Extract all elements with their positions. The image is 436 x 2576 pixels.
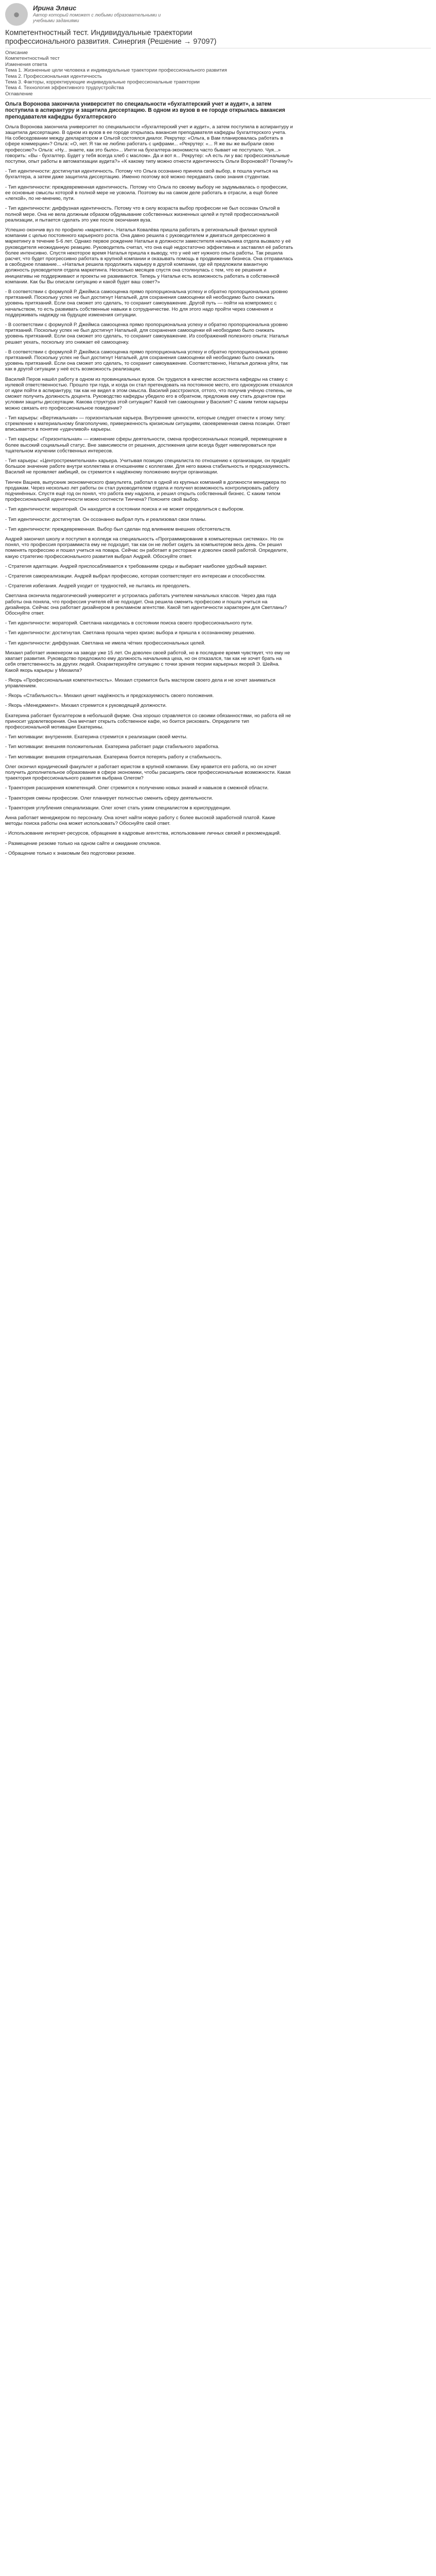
question-paragraph: Василий Перов нашёл работу в одном из провинциальных вузов. Он трудился в качестве ассистента кафедры на ставку с нулевой ответственностью. Прошло три года, и когда он стал претендовать на постоянное место, его однокурсник отказался от идеи пойти в аспирантуру, так как не видел в этом смысла. Василий расстроился, оттого, что получив учёную степень, не сможет получить должность доцента. Руководство кафедры убедило его в обратном, предложив ему стать доцентом при условии защиты диссертации. Какова структура этой ситуации? Какой тип самооценки у Василия? С каким типом карьеры можно связать его профессиональное поведение? (5, 376, 293, 411)
answer-option: - Тип идентичности: мораторий. Светлана находилась в состоянии поиска своего профессионального пути. (5, 620, 253, 626)
question-paragraph: Тинчен Вацнев, выпускник экономического факультета, работал в одной из крупных компаний в должности менеджера по продажам. Через несколько лет работы он стал руководителем отдела и получил возможность контролировать работу подчинённых. Спустя ещё год он понял, что работа ему надоела, и решил открыть собственный бизнес. С каким типом профессиональной идентичности можно соотнести Тинчена? Поясните свой выбор. (5, 479, 286, 503)
answer-option: - Размещение резюме только на одном сайте и ожидание откликов. (5, 840, 161, 846)
meta-line: Тема 4. Технология эффективного трудоустройства (5, 85, 124, 91)
document-body (5, 101, 431, 856)
answer-option: - Тип идентичности: преждевременная идентичность. Потому что Ольга по своему выбору не задумывалась о профессии, ее основные смыслы которой в полной мере не усвоила. Поэтому вы на самом деле работать в отрасли, а ещё более «легкой», по не-мнению, пути. (5, 184, 288, 202)
question-paragraph: Анна работает менеджером по персоналу. Она хочет найти новую работу с более высокой заработной платой. Какие методы поиска работы она может использовать? Обоснуйте свой ответ. (5, 815, 275, 827)
document-content (0, 29, 436, 866)
answer-option: - Стратегия самореализации. Андрей выбрал профессию, которая соответствует его интересам и способностям. (5, 573, 266, 580)
answer-option: - Использование интернет-ресурсов, обращение в кадровые агентства, использование личных связей и рекомендаций. (5, 831, 281, 837)
meta-line: Тема 1. Жизненные цели человека и индивидуальные траектории профессионального развития (5, 67, 227, 74)
answer-option: - Траектория расширения компетенций. Олег стремится к получению новых знаний и навыков в смежной области. (5, 785, 269, 791)
page (0, 0, 436, 866)
meta-line: Тема 3. Факторы, корректирующие индивидуальные профессиональные траектории (5, 79, 200, 86)
divider (5, 98, 431, 99)
answer-option: - Якорь «Стабильность». Михаил ценит надёжность и предсказуемость своего положения. (5, 693, 214, 699)
answer-option: - В соответствии с формулой Р. Джеймса самооценка прямо пропорциональна успеху и обратно пропорциональна уровню притязаний. Поскольку успех не был достигнут Натальей, для сохранения самооценки ей необходимо было снижать уровень притязаний. Если она сможет это сделать, то сохранит самоуважение. Соответственно, Наталья должна уйти, так как в другой ситуации у неё есть возможность реализации. (5, 349, 288, 372)
answer-option: - Обращение только к знакомым без подготовки резюме. (5, 850, 136, 856)
meta-line: Описание (5, 50, 28, 56)
answer-option: - Тип мотивации: внешняя отрицательная. Екатерина боится потерять работу и стабильность. (5, 754, 222, 760)
author-description: Автор который поможет с любыми образовательными и учебными заданиями (33, 12, 161, 23)
answer-option: - Тип идентичности: диффузная. Светлана не имела чётких профессиональных целей. (5, 640, 205, 646)
answer-option: - Тип идентичности: достигнутая. Он осознанно выбрал путь и реализовал свои планы. (5, 516, 206, 522)
answer-option: - Тип идентичности: достигнутая идентичность. Потому что Ольга осознанно приняла свой выбор, в пошла учиться на бухгалтера, а затем даже защитила диссертацию. Именно поэтому всё можно передавать свою знания студентам. (5, 168, 278, 180)
answer-option: - Тип мотивации: внешняя положительная. Екатерина работает ради стабильного заработка. (5, 744, 220, 750)
question-paragraph: Екатерина работает бухгалтером в небольшой фирме. Она хорошо справляется со своими обязанностями, но работа ей не приносит удовлетворения. Она мечтает открыть собственное кафе, но боится рисковать. Определите тип профессиональной мотивации Екатерины. (5, 713, 291, 730)
answer-option: - Тип идентичности: мораторий. Он находится в состоянии поиска и не может определиться с выбором. (5, 506, 245, 513)
answer-option: - Якорь «Менеджмент». Михаил стремится к руководящей должности. (5, 703, 167, 709)
question-paragraph: Михаил работает инженером на заводе уже 15 лет. Он доволен своей работой, но в последнее время чувствует, что ему не хватает развития. Руководство предложило ему должность начальника цеха, но он отказался, так как не хочет брать на себя ответственность за других людей. Охарактеризуйте ситуацию с точки зрения теории карьерных якорей Э. Шейна. Какой якорь карьеры у Михаила? (5, 650, 290, 673)
user-icon: ● (13, 8, 20, 21)
author-block (0, 0, 436, 28)
answer-option: - Тип карьеры: «Вертикальная» — горизонтальная карьера. Внутренние ценности, которые следует отнести к этому типу: стремление к материальному благополучию, приверженность кризисным ситуациям, своевременная смена позиции. Ответ вписывается в понятие «удачливой» карьеры. (5, 415, 290, 433)
answer-option: - Траектория углубления специализации. Олег хочет стать узким специалистом в юриспруденции. (5, 805, 231, 811)
author-name[interactable]: Ирина Элвис (33, 4, 77, 12)
answer-option: - Якорь «Профессиональная компетентность». Михаил стремится быть мастером своего дела и не хочет заниматься управлением. (5, 677, 275, 689)
question-paragraph: Светлана окончила педагогический университет и устроилась работать учителем начальных классов. Через два года работы она поняла, что профессия учителя ей не подходит. Она решила сменить профессию и пошла учиться на дизайнера. Сейчас она работает дизайнером в рекламном агентстве. Какой тип идентичности характерен для Светланы? Обоснуйте ответ. (5, 593, 287, 617)
meta-line: Оглавление (5, 91, 33, 97)
answer-option: - Тип идентичности: диффузная идентичность. Потому что в силу возраста выбор профессии не был осознан Ольгой в полной мере. Она не вела должным образом обдумывание собственных жизненных целей и путей профессиональной реализации, и пытается сделать это уже после окончания вуза. (5, 206, 280, 223)
answer-option: - Тип карьеры: «Центростремительная» карьера. Учитывая позицию специалиста по отношению к организации, он придаёт большое значение работе внутри коллектива и отношениям с коллегами. Для него важна стабильность и предсказуемость. Василий не проявляет амбиций, он стремится к надёжному положению внутри организации. (5, 458, 290, 476)
answer-option: - Тип идентичности: преждевременная. Выбор был сделан под влиянием внешних обстоятельств. (5, 526, 232, 532)
meta-line: Изменения ответа (5, 61, 47, 67)
answer-option: - Тип мотивации: внутренняя. Екатерина стремится к реализации своей мечты. (5, 734, 188, 740)
answer-option: - В соответствии с формулой Р. Джеймса самооценка прямо пропорциональна успеху и обратно пропорциональна уровню притязаний. Поскольку успех не был достигнут Натальей, для сохранения самооценки ей необходимо было снижать уровень притязаний. Если она сможет это сделать, то сохранит самоуважение. Другой путь — пойти на компромисс с начальством, то есть развивать собственные навыки в сотрудничестве. Но для этого надо пройти через сомнения и поддерживать надежду на будущее изменения ситуации. (5, 289, 288, 318)
answer-option: - Стратегия адаптации. Андрей приспосабливается к требованиям среды и выбирает наиболее удобный вариант. (5, 563, 267, 569)
question-paragraph: Олег окончил юридический факультет и работает юристом в крупной компании. Ему нравится его работа, но он хочет получить дополнительное образование в сфере экономики, чтобы расширить свои профессиональные возможности. Какая траектория профессионального развития выбрана Олегом? (5, 764, 291, 782)
question-paragraph: Успешно окончив вуз по профилю «маркетинг», Наталья Ковалёва пришла работать в региональный филиал крупной компании с целью постоянного карьерного роста. Она давно решила с руководителем и двигаться депрессионно в маркетингу в течение 5-6 лет. Однако первое рождение Натальи в должности заместителя начальника отдела вызвало у её руководителя неожиданную реакцию. Руководитель считал, что она ещё недостаточно эффективна и заставлял её работать более интенсивно. Спустя некоторое время Наталья пришла к выводу, что у неё нет нужного опыта работы. Так решила расчет, что будет прогрессивно работать в крупной компании и оказывать помощь в продвижении бизнеса. Она отправилась в свободное плавание... «Наталья решила продолжить карьеру в другой компании, где ей предложили вакантную должность руководителя отдела маркетинга. Несколько месяцев спустя она столкнулась с тем, что ее решения и инициативы не поддерживают и проекты не развиваются. Теперь у Натальи есть возможность работать в собственной компании. Как бы Вы описали ситуацию и какой будет ваш совет?» (5, 227, 293, 285)
author-info (33, 3, 167, 24)
avatar[interactable] (5, 3, 28, 26)
meta-line: Компетентностный тест (5, 56, 60, 62)
document-meta (5, 50, 431, 97)
answer-option: - Траектория смены профессии. Олег планирует полностью сменить сферу деятельности. (5, 795, 213, 801)
question-paragraph: Ольга Воронова закончила университет по специальности «бухгалтерский учет и аудит», а затем поступила в аспирантуру и защитила диссертацию. В одном из вузов в ее городе открылась вакансия преподавателя кафедры бухгалтерского учета. На собеседовании между декларатором и Ольгой состоялся диалог. Рекрутер: «Ольга, в Вам планировалась работать в сфере коммерции»? Ольга: «О, нет. Я так не люблю работать с цифрами... «Рекрутер: «... Я же вы же выбрали свою профессию?» Ольга: «Ну... знаете, как это было»... Ингги на бухгалтера-экономиста часто бывает не поступало. Чуя...» говорить: «Вы - бухгалтер. Будет у тебя всегда хлеб с маслом». Да и вот я... Рекрутер: «А есть ли у вас профессиональные поступки, опыт работы в автоматизации аудита?» «К какому типу можно отнести идентичность Ольги Вороновой? Почему?» (5, 124, 293, 165)
answer-option: - В соответствии с формулой Р. Джеймса самооценка прямо пропорциональна успеху и обратно пропорциональна уровню притязаний. Поскольку успех не был достигнут Натальей, для сохранения самооценки ей необходимо было снижать уровень притязаний. Если она сможет это сделать, то сохранит самоуважение. Из соображений полезного опыта: Наталья решает уехать, поскольку это снижает её самооценку. (5, 321, 289, 345)
lead-paragraph: Ольга Воронова закончила университет по специальности «бухгалтерский учет и аудит», а затем поступила в аспирантуру и защитила диссертацию. В одном из вузов в ее городе открылась вакансия преподавателя кафедры бухгалтерского (5, 101, 285, 120)
document-title: Компетентностный тест. Индивидуальные траектории профессионального развития. Синергия (Решение → 97097) (5, 29, 217, 46)
meta-line: Тема 2. Профессиональная идентичность (5, 73, 102, 79)
question-paragraph: Андрей закончил школу и поступил в колледж на специальность «Программирование в компьютерных системах». Но он понял, что профессия программиста ему не подходит, так как он не любит сидеть за компьютером весь день. Он решил поменять профессию и пошел учиться на повара. Сейчас он работает в ресторане и доволен своей работой. Определите, какую стратегию профессионального развития выбрал Андрей. Обоснуйте ответ. (5, 536, 288, 560)
answer-option: - Тип карьеры: «Горизонтальная» — изменение сферы деятельности, смена профессиональных позиций, перемещение в более высокий социальный статус. Вне зависимости от решения, достижения цели всегда будет нивелироваться при тщательном изучении собственных интересов. (5, 436, 287, 454)
answer-option: - Стратегия избегания. Андрей уходит от трудностей, не пытаясь их преодолеть. (5, 583, 191, 589)
answer-option: - Тип идентичности: достигнутая. Светлана прошла через кризис выбора и пришла к осознанному решению. (5, 630, 256, 636)
